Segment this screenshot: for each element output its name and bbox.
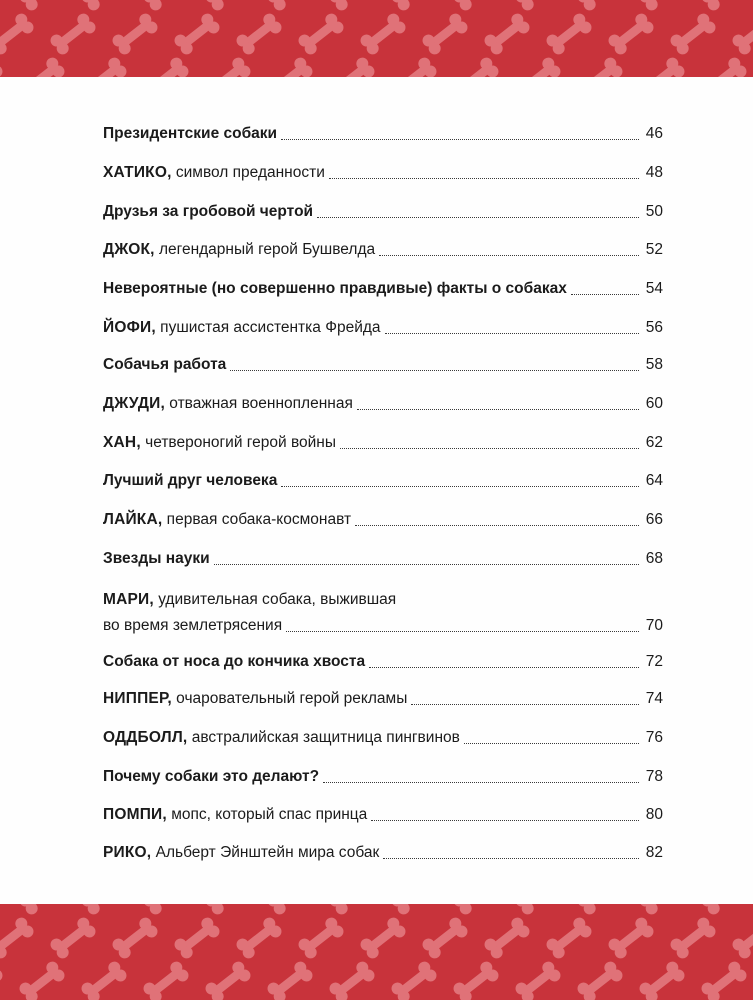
bone-icon <box>451 959 501 1000</box>
toc-page-number: 50 <box>645 203 663 220</box>
dot-leader <box>329 177 639 179</box>
toc-dog-name: ХАТИКО, <box>103 164 172 181</box>
toc-title-text: пушистая ассистентка Фрейда <box>155 319 381 336</box>
bone-icon <box>575 0 625 13</box>
toc-entry <box>103 471 663 491</box>
toc-title-text: Звезды науки <box>103 550 210 567</box>
toc-entry <box>103 279 663 299</box>
toc-dog-name: НИППЕР, <box>103 690 172 707</box>
dot-leader <box>281 485 639 487</box>
toc-entry-title <box>103 240 375 260</box>
bone-icon <box>234 11 284 57</box>
toc-entry <box>103 805 663 825</box>
bone-icon <box>203 904 253 917</box>
bone-icon <box>203 959 253 1000</box>
toc-entry-title <box>103 590 396 610</box>
toc-dog-name: ЛАЙКА, <box>103 511 163 528</box>
toc-title-text: первая собака-космонавт <box>162 511 352 528</box>
toc-entry-title <box>103 355 226 375</box>
bone-icon <box>265 0 315 13</box>
toc-entry-title <box>103 318 381 338</box>
toc-entry-title <box>103 202 313 222</box>
toc-page-number: 60 <box>645 395 663 412</box>
bone-icon <box>699 959 749 1000</box>
toc-title-text: отважная военнопленная <box>164 395 353 412</box>
bone-icon <box>110 11 160 57</box>
bone-icon <box>389 55 439 77</box>
toc-dog-name: ПОМПИ, <box>103 806 167 823</box>
bone-icon <box>234 915 284 961</box>
bone-icon <box>482 11 532 57</box>
bone-icon <box>637 904 687 917</box>
dot-leader <box>230 369 639 371</box>
dot-leader <box>385 332 639 334</box>
top-bone-pattern-band <box>0 0 753 77</box>
bone-icon <box>48 915 98 961</box>
toc-entry <box>103 590 663 636</box>
bone-icon <box>358 915 408 961</box>
bone-pattern-top <box>0 0 753 77</box>
toc-dog-name: ДЖУДИ, <box>103 395 165 412</box>
bone-icon <box>327 55 377 77</box>
bone-icon <box>637 0 687 13</box>
toc-title-text: четвероногий герой войны <box>140 434 336 451</box>
toc-entry-title <box>103 843 379 863</box>
bone-icon <box>172 915 222 961</box>
dot-leader <box>411 703 639 705</box>
bone-icon <box>451 0 501 13</box>
bone-icon <box>513 0 563 13</box>
bone-icon <box>17 904 67 917</box>
toc-title-text: очаровательный герой рекламы <box>171 690 408 707</box>
bone-icon <box>141 0 191 13</box>
toc-title-text: Президентские собаки <box>103 125 278 142</box>
toc-page-number: 74 <box>645 690 663 707</box>
toc-page-number: 80 <box>645 806 663 823</box>
toc-title-text: Собачья работа <box>103 356 227 373</box>
toc-title-text: Почему собаки это делают? <box>103 768 320 785</box>
bone-icon <box>513 55 563 77</box>
dot-leader <box>383 857 639 859</box>
bone-icon <box>358 11 408 57</box>
toc-page-number: 52 <box>645 241 663 258</box>
toc-entry <box>103 689 663 709</box>
toc-entry-title <box>103 163 325 183</box>
dot-leader <box>355 524 639 526</box>
toc-title-text: во время землетрясения <box>103 617 283 634</box>
bone-icon <box>699 0 749 13</box>
toc-entry-title <box>103 394 353 414</box>
dot-leader <box>286 630 639 632</box>
bone-icon <box>451 904 501 917</box>
bone-icon <box>17 959 67 1000</box>
bone-icon <box>172 11 222 57</box>
toc-entry-title <box>103 689 407 709</box>
toc-entry-title <box>103 805 367 825</box>
bone-icon <box>637 55 687 77</box>
bone-icon <box>79 959 129 1000</box>
dot-leader <box>464 742 639 744</box>
dot-leader <box>281 138 639 140</box>
toc-title-text: Друзья за гробовой чертой <box>103 203 314 220</box>
bone-icon <box>513 904 563 917</box>
toc-page-number: 70 <box>645 617 663 634</box>
bone-icon <box>203 0 253 13</box>
bone-icon <box>48 11 98 57</box>
bone-icon <box>575 55 625 77</box>
bone-icon <box>575 904 625 917</box>
toc-page-number: 46 <box>645 125 663 142</box>
bottom-bone-pattern-band <box>0 904 753 1000</box>
toc-dog-name: ЙОФИ, <box>103 319 156 336</box>
bone-icon <box>730 915 753 961</box>
toc-title-text: Лучший друг человека <box>103 472 278 489</box>
toc-entry <box>103 355 663 375</box>
toc-entry <box>103 510 663 530</box>
bone-icon <box>296 915 346 961</box>
bone-icon <box>606 11 656 57</box>
bone-icon <box>0 0 5 13</box>
bone-icon <box>327 904 377 917</box>
dot-leader <box>340 447 639 449</box>
dot-leader <box>371 819 639 821</box>
toc-page-number: 56 <box>645 319 663 336</box>
dot-leader <box>379 254 639 256</box>
toc-entry <box>103 549 663 569</box>
toc-entry-title <box>103 279 567 299</box>
toc-entry <box>103 163 663 183</box>
bone-icon <box>668 11 718 57</box>
bone-icon <box>544 11 594 57</box>
toc-entry <box>103 124 663 144</box>
bone-pattern-bottom <box>0 904 753 1000</box>
toc-entry-title <box>103 728 460 748</box>
bone-icon <box>265 959 315 1000</box>
toc-title-text: Собака от носа до кончика хвоста <box>103 653 366 670</box>
toc-entry-title <box>103 616 282 636</box>
dot-leader <box>323 781 639 783</box>
bone-icon <box>606 915 656 961</box>
bone-icon <box>141 904 191 917</box>
toc-page-number: 58 <box>645 356 663 373</box>
bone-icon <box>296 11 346 57</box>
bone-icon <box>79 0 129 13</box>
bone-icon <box>668 915 718 961</box>
toc-title-text: Альберт Эйнштейн мира собак <box>151 844 380 861</box>
bone-icon <box>0 904 5 917</box>
bone-icon <box>265 904 315 917</box>
bone-icon <box>79 904 129 917</box>
toc-entry <box>103 652 663 672</box>
bone-icon <box>203 55 253 77</box>
bone-icon <box>389 0 439 13</box>
toc-entry <box>103 728 663 748</box>
toc-title-text: мопс, который спас принца <box>166 806 368 823</box>
toc-entry-title <box>103 471 277 491</box>
bone-icon <box>0 915 36 961</box>
toc-page-number: 66 <box>645 511 663 528</box>
dot-leader <box>214 563 639 565</box>
bone-icon <box>451 55 501 77</box>
dot-leader <box>357 408 639 410</box>
bone-icon <box>17 55 67 77</box>
bone-icon <box>730 11 753 57</box>
toc-title-text: символ преданности <box>171 164 325 181</box>
bone-icon <box>17 0 67 13</box>
bone-icon <box>265 55 315 77</box>
toc-entry <box>103 394 663 414</box>
toc-dog-name: ДЖОК, <box>103 241 155 258</box>
toc-page-number: 72 <box>645 653 663 670</box>
bone-icon <box>575 959 625 1000</box>
toc-title-text: удивительная собака, выжившая <box>153 591 397 608</box>
toc-entry <box>103 843 663 863</box>
toc-page-number: 82 <box>645 844 663 861</box>
toc-title-text: австралийская защитница пингвинов <box>187 729 460 746</box>
toc-dog-name: ХАН, <box>103 434 141 451</box>
bone-icon <box>482 915 532 961</box>
toc-page-number: 54 <box>645 280 663 297</box>
toc-page-number: 76 <box>645 729 663 746</box>
toc-title-text: Невероятные (но совершенно правдивые) факты о собаках <box>103 280 567 297</box>
toc-title-text: легендарный герой Бушвелда <box>154 241 376 258</box>
dot-leader <box>369 666 639 668</box>
bone-icon <box>389 959 439 1000</box>
toc-entry-title <box>103 549 210 569</box>
bone-icon <box>699 904 749 917</box>
toc-entry <box>103 767 663 787</box>
toc-dog-name: РИКО, <box>103 844 152 861</box>
toc-page-number: 68 <box>645 550 663 567</box>
toc-entry-title <box>103 767 319 787</box>
dot-leader <box>571 293 639 295</box>
toc-page-number: 64 <box>645 472 663 489</box>
toc-entry <box>103 240 663 260</box>
table-of-contents <box>0 77 753 904</box>
bone-icon <box>0 959 5 1000</box>
bone-icon <box>327 959 377 1000</box>
bone-icon <box>389 904 439 917</box>
bone-icon <box>637 959 687 1000</box>
toc-entry-title <box>103 433 336 453</box>
toc-entry <box>103 318 663 338</box>
bone-icon <box>513 959 563 1000</box>
bone-icon <box>327 0 377 13</box>
bone-icon <box>141 55 191 77</box>
toc-page-number: 78 <box>645 768 663 785</box>
bone-icon <box>699 55 749 77</box>
bone-icon <box>110 915 160 961</box>
toc-page-number: 62 <box>645 434 663 451</box>
toc-entry <box>103 433 663 453</box>
toc-dog-name: МАРИ, <box>103 591 154 608</box>
toc-page-number: 48 <box>645 164 663 181</box>
bone-icon <box>141 959 191 1000</box>
bone-icon <box>544 915 594 961</box>
toc-entry-title <box>103 652 365 672</box>
toc-dog-name: ОДДБОЛЛ, <box>103 729 188 746</box>
toc-entry-title <box>103 124 277 144</box>
bone-icon <box>420 915 470 961</box>
toc-entry-title <box>103 510 351 530</box>
toc-entry <box>103 202 663 222</box>
bone-icon <box>0 11 36 57</box>
bone-icon <box>0 55 5 77</box>
dot-leader <box>317 216 639 218</box>
bone-icon <box>79 55 129 77</box>
bone-icon <box>420 11 470 57</box>
